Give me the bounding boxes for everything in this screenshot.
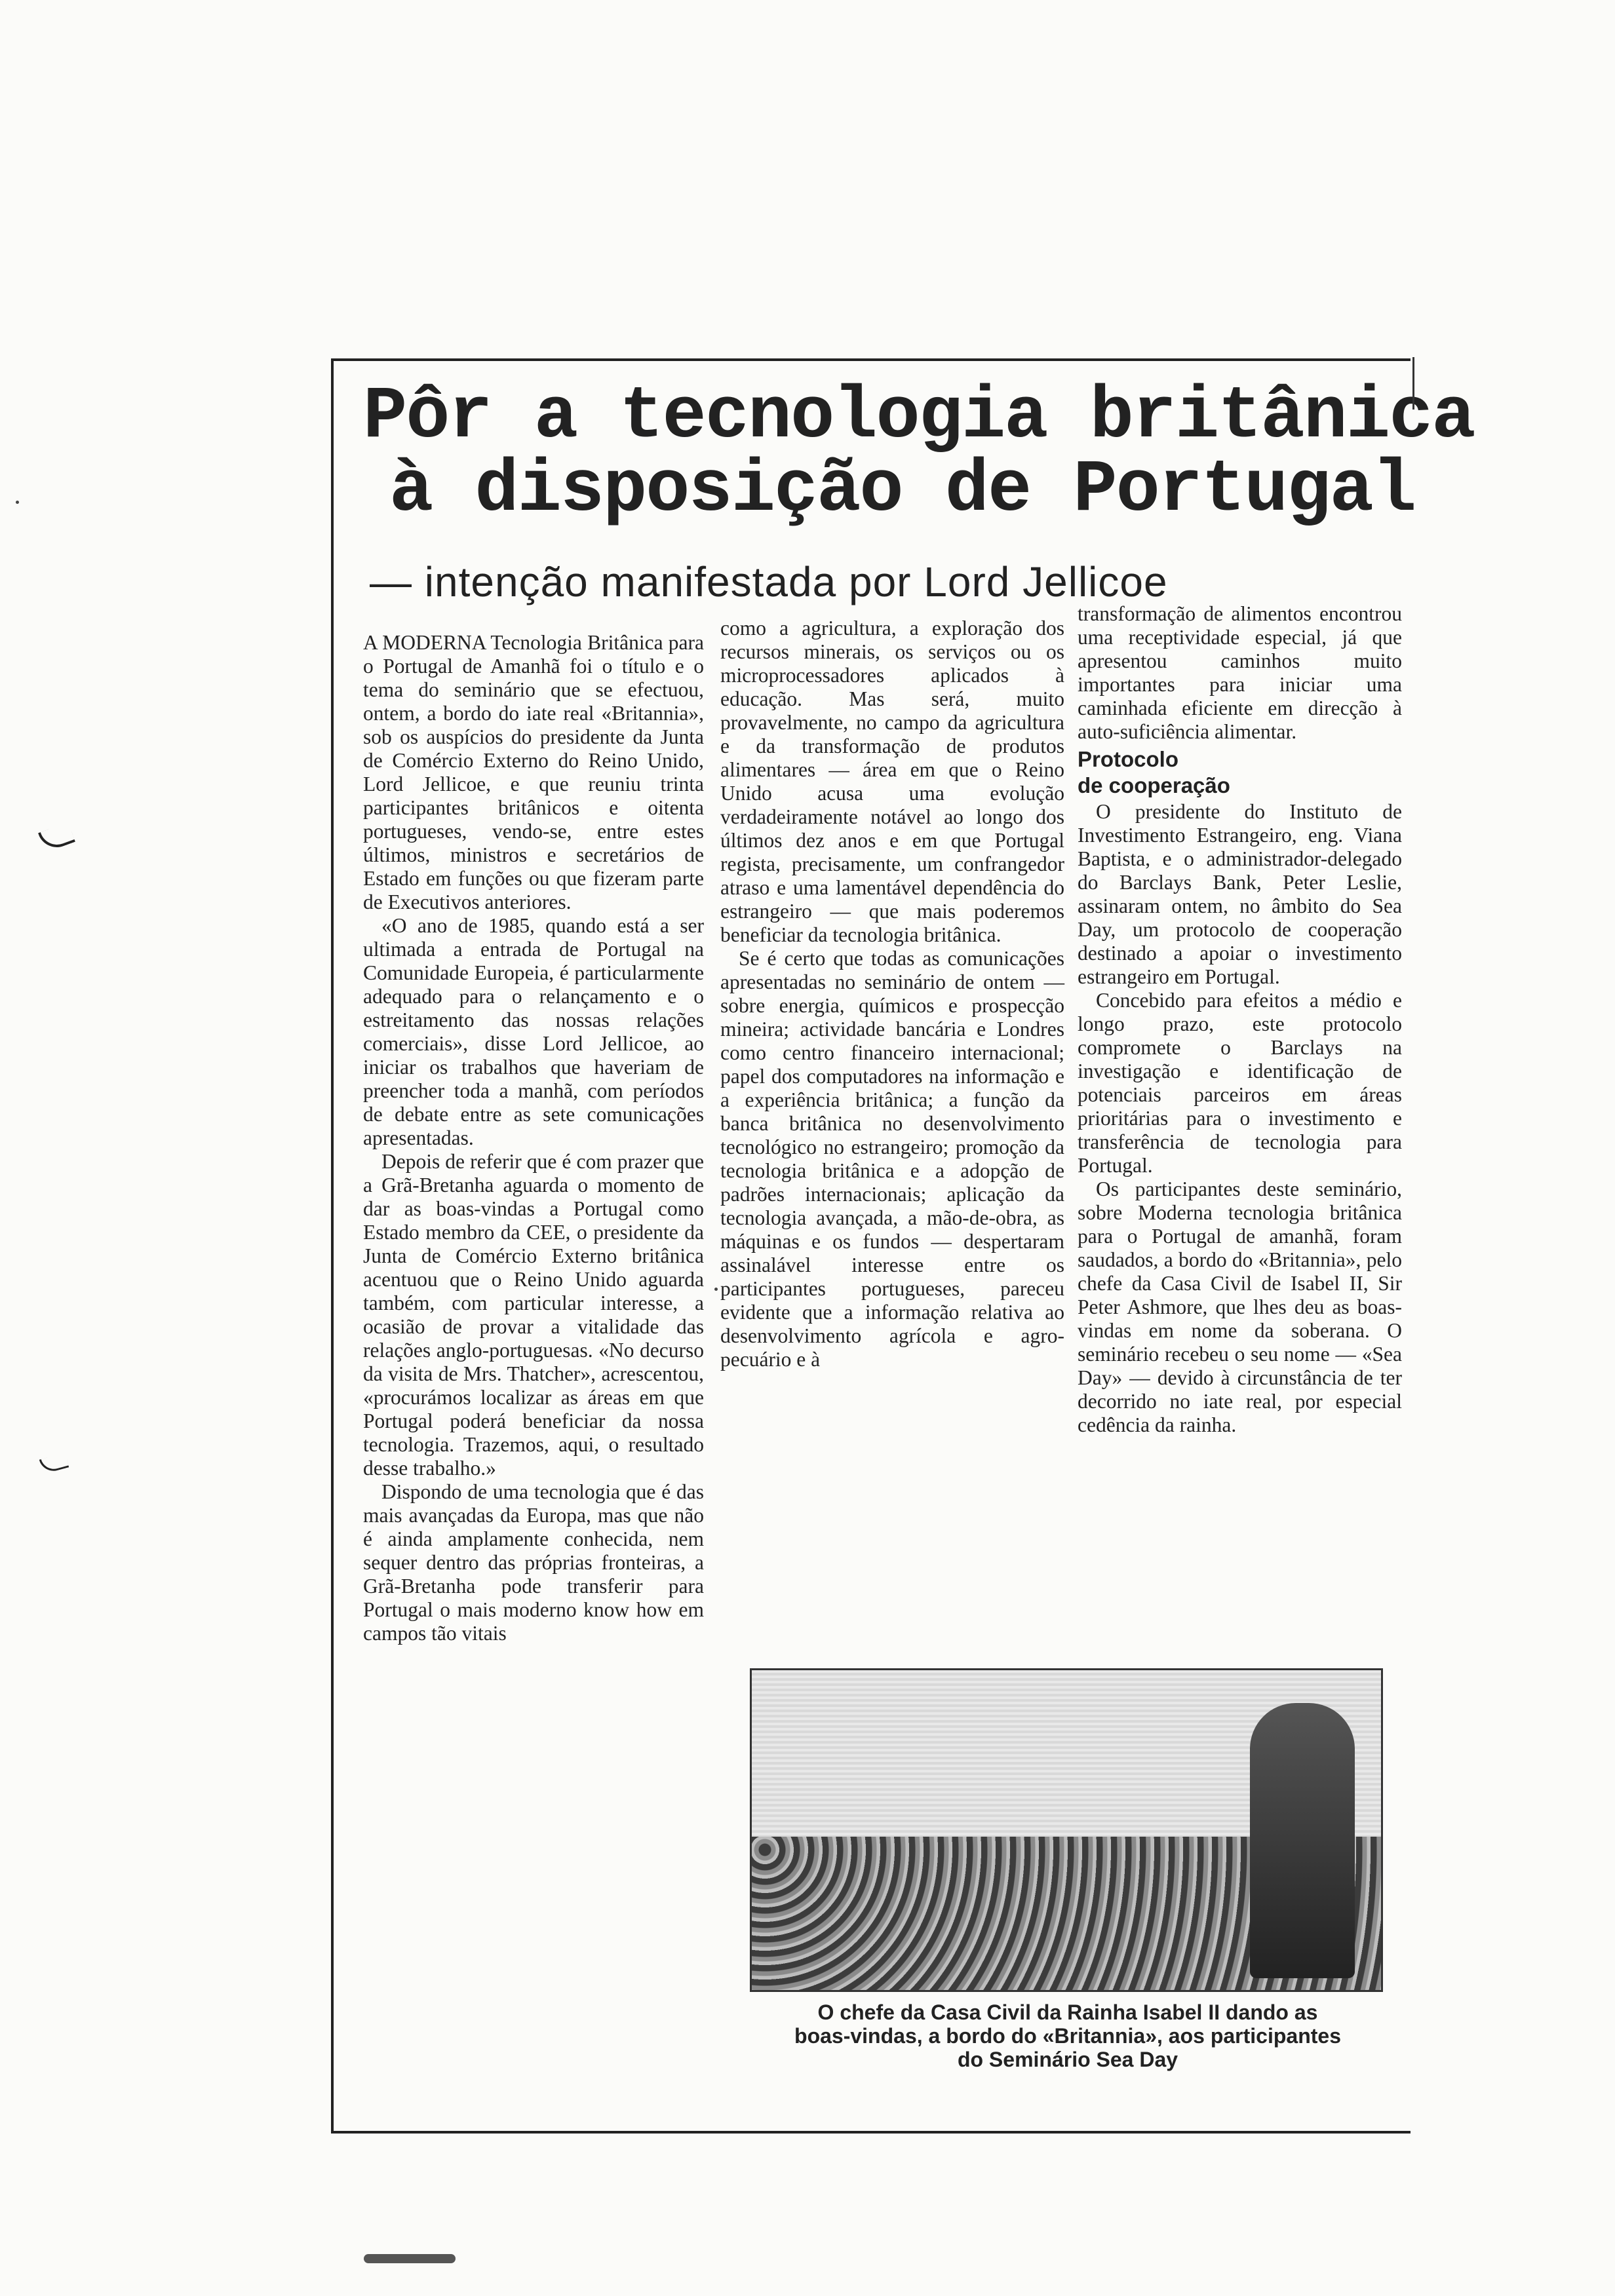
section-heading-line-2: de cooperação — [1078, 773, 1230, 797]
paragraph: Os participantes deste seminário, sobre Moderna tecnologia britânica para o Portugal de amanhã, foram saudados, a bordo do «Britannia», pelo chefe da Casa Civil de Isabel II, Sir Peter Ashmore, que lhes deu as boas-vindas em nome da soberana. O seminário recebeu o seu nome — «Sea Day» — devido à circunstância de ter decorrido no iate real, por especial cedência da rainha. — [1078, 1177, 1402, 1436]
column-1 — [363, 631, 704, 1645]
newspaper-clipping — [331, 358, 1475, 2133]
subheadline: — intenção manifestada por Lord Jellicoe — [370, 558, 1168, 605]
paragraph: Depois de referir que é com prazer que a Grã-Bretanha aguarda o momento de dar as boas-vindas a Portugal como Estado membro da CEE, o presidente da Junta de Comércio Externo britânica acentuou que o Reino Unido aguarda também, com particular interesse, a ocasião de provar a vitalidade das relações anglo-portuguesas. «No decurso da visita de Mrs. Thatcher», acrescentou, «procurámos localizar as áreas em que Portugal poderá beneficiar da nossa tecnologia. Trazemos, aqui, o resultado desse trabalho.» — [363, 1150, 704, 1480]
photo-speaker — [1250, 1703, 1355, 1978]
column-3 — [1078, 602, 1402, 1437]
margin-mark — [39, 1453, 69, 1474]
column-2 — [720, 617, 1064, 1371]
caption-line-3: do Seminário Sea Day — [957, 2048, 1178, 2071]
news-photo — [750, 1668, 1383, 1992]
paragraph: O presidente do Instituto de Investimento Estrangeiro, eng. Viana Baptista, e o administrador-delegado do Barclays Bank, Peter Leslie, assinaram ontem, no âmbito do Sea Day, um protocolo de cooperação destinado a apoiar o investimento estrangeiro em Portugal. — [1078, 800, 1402, 988]
ink-smudge — [364, 2254, 456, 2263]
paragraph: transformação de alimentos encontrou uma receptividade especial, já que apresentou caminhos muito importantes para iniciar uma caminhada eficiente em direcção à auto-suficiência alimentar. — [1078, 602, 1402, 743]
headline-line-1: Pôr a tecnologia britânica — [363, 375, 1475, 459]
paragraph: A MODERNA Tecnologia Britânica para o Portugal de Amanhã foi o título e o tema do seminário que se efectuou, ontem, a bordo do iate real «Britannia», sob os auspícios do presidente da Junta de Comércio Externo do Reino Unido, Lord Jellicoe, e que reuniu trinta participantes britânicos e oitenta portugueses, vendo-se, entre estes últimos, ministros e secretários de Estado em funções ou que fizeram parte de Executivos anteriores. — [363, 631, 704, 913]
paragraph: «O ano de 1985, quando está a ser ultimada a entrada de Portugal na Comunidade Europeia, é particularmente adequado para o relançamento e o estreitamento das nossas relações comerciais», disse Lord Jellicoe, ao iniciar os trabalhos que haveriam de preencher toda a manhã, com períodos de debate entre as sete comunicações apresentadas. — [363, 914, 704, 1149]
caption-line-1: O chefe da Casa Civil da Rainha Isabel II dando as — [817, 2000, 1318, 2024]
section-heading-line-1: Protocolo — [1078, 747, 1178, 771]
margin-mark — [38, 822, 75, 853]
paragraph: Se é certo que todas as comunicações apresentadas no seminário de ontem — sobre energia, químicos e prospecção mineira; actividade bancária e Londres como centro financeiro internacional; papel dos computadores na informação e a experiência britânica; a função da banca britânica no desenvolvimento tecnológico no estrangeiro; promoção da tecnologia britânica e a adopção de padrões internacionais; aplicação da tecnologia avançada, a mão-de-obra, as máquinas e os fundos — despertaram assinalável interesse entre os participantes portugueses, pareceu evidente que a informação relativa ao desenvolvimento agrícola e agro-pecuário e à — [720, 947, 1064, 1371]
paragraph: Dispondo de uma tecnologia que é das mais avançadas da Europa, mas que não é ainda amplamente conhecida, nem sequer dentro das próprias fronteiras, a Grã-Bretanha pode transferir para Portugal o mais moderno know how em campos tão vitais — [363, 1480, 704, 1645]
speck — [16, 501, 19, 504]
photo-caption — [740, 2000, 1395, 2071]
headline-line-2: à disposição de Portugal — [389, 449, 1416, 532]
paragraph: Concebido para efeitos a médio e longo prazo, este protocolo compromete o Barclays na investigação e identificação de potenciais parceiros em áreas prioritárias para o investimento e transferência de tecnologia para Portugal. — [1078, 989, 1402, 1177]
caption-line-2: boas-vindas, a bordo do «Britannia», aos participantes — [794, 2024, 1341, 2048]
paragraph: como a agricultura, a exploração dos recursos minerais, os serviços ou os microprocessadores aplicados à educação. Mas será, muito provavelmente, no campo da agricultura e da transformação de produtos alimentares — área em que o Reino Unido acusa uma evolução verdadeiramente notável ao longo dos últimos dez anos e em que Portugal regista, precisamente, um confrangedor atraso e uma lamentável dependência do estrangeiro — que mais poderemos beneficiar da tecnologia britânica. — [720, 617, 1064, 946]
section-heading — [1078, 746, 1402, 799]
